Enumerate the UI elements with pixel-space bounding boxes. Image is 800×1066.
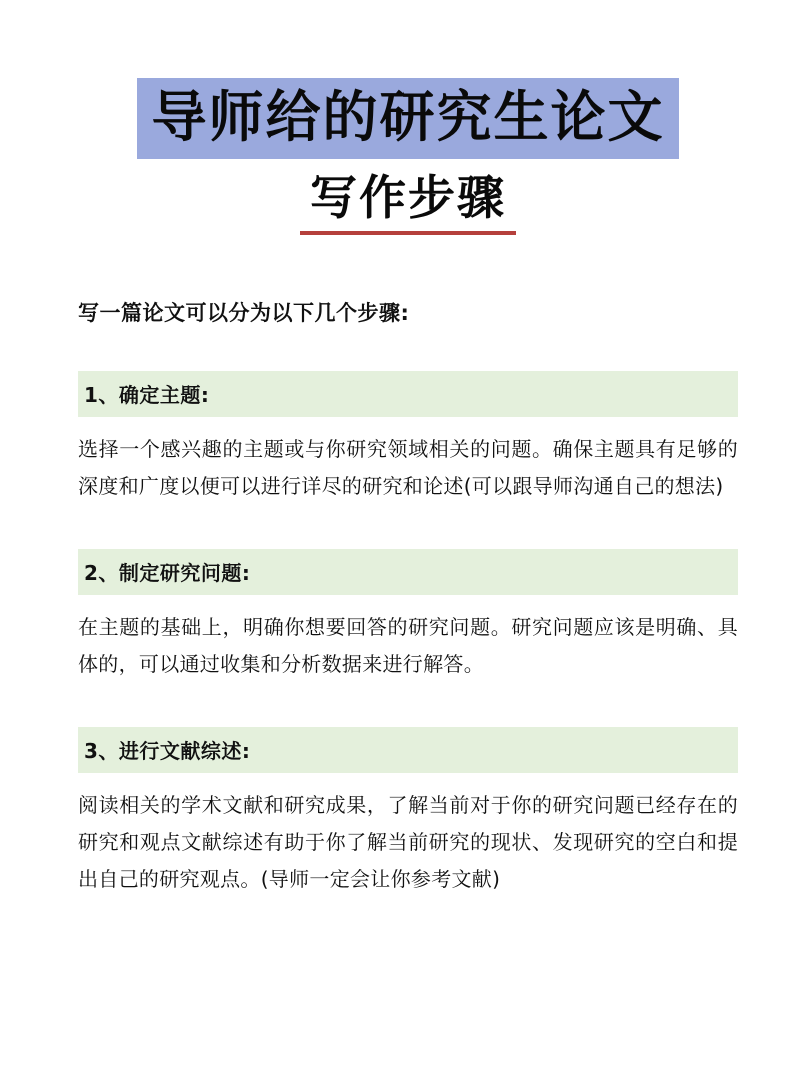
step-heading: 3、进行文献综述: [78, 727, 738, 773]
intro-text: 写一篇论文可以分为以下几个步骤: [78, 300, 410, 325]
step-heading: 1、确定主题: [78, 371, 738, 417]
step-body: 在主题的基础上，明确你想要回答的研究问题。研究问题应该是明确、具体的，可以通过收集和分析数据来进行解答。 [78, 614, 738, 676]
step-item [78, 727, 738, 898]
title-block [78, 78, 738, 235]
title-line-2: 写作步骤 [300, 171, 516, 234]
step-body: 阅读相关的学术文献和研究成果，了解当前对于你的研究问题已经存在的研究和观点文献综述有助于你了解当前研究的现状、发现研究的空白和提出自己的研究观点。(导师一定会让你参考文献) [78, 792, 738, 891]
title-line-1: 导师给的研究生论文 [137, 78, 678, 159]
step-item [78, 371, 738, 505]
title-line-2-wrap [78, 171, 738, 234]
step-body: 选择一个感兴趣的主题或与你研究领域相关的问题。确保主题具有足够的深度和广度以便可以进行详尽的研究和论述(可以跟导师沟通自己的想法) [78, 436, 738, 498]
step-heading: 2、制定研究问题: [78, 549, 738, 595]
step-item [78, 549, 738, 683]
